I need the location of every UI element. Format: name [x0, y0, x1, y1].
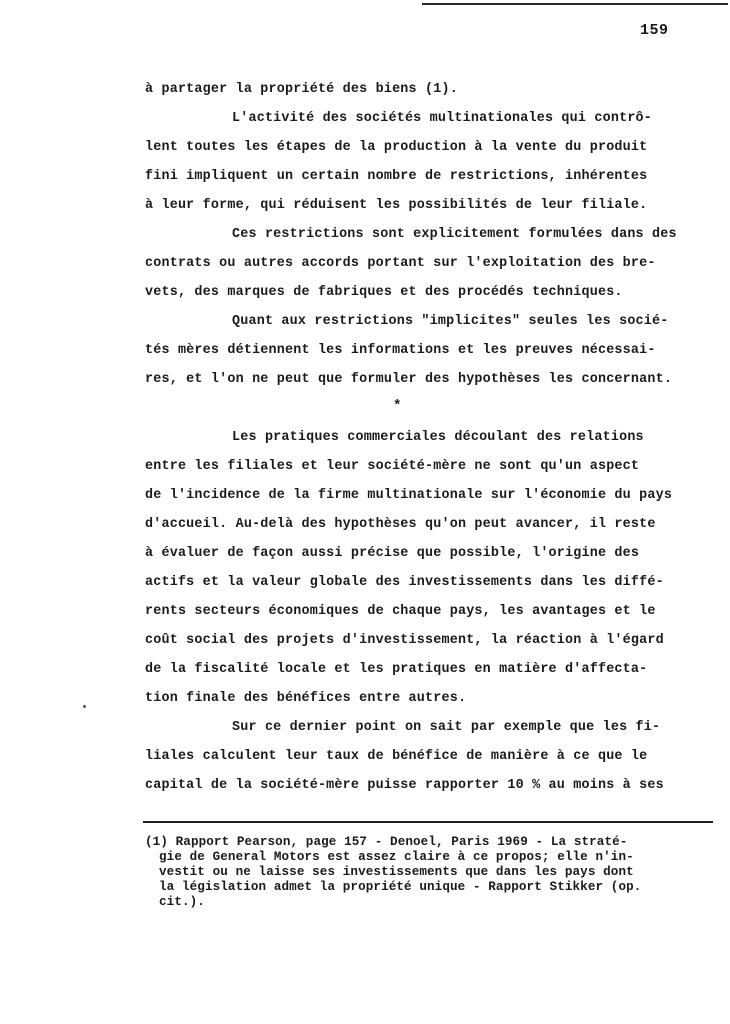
footnote-rule: [143, 821, 713, 823]
footnote-line: la législation admet la propriété unique - Rapport Stikker (op.: [159, 880, 642, 894]
body-line: vets, des marques de fabriques et des procédés techniques.: [145, 285, 623, 300]
body-line: Les pratiques commerciales découlant des relations: [232, 430, 644, 445]
body-line: res, et l'on ne peut que formuler des hypothèses les concernant.: [145, 372, 673, 387]
body-line: contrats ou autres accords portant sur l'exploitation des bre-: [145, 256, 656, 271]
body-line: à évaluer de façon aussi précise que possible, l'origine des: [145, 546, 640, 561]
body-line: de l'incidence de la firme multinationale sur l'économie du pays: [145, 488, 673, 503]
page-number: 159: [640, 22, 669, 39]
body-line: actifs et la valeur globale des investissements dans les diffé-: [145, 575, 664, 590]
top-edge-rule: [422, 3, 728, 5]
body-line: tés mères détiennent les informations et les preuves nécessai-: [145, 343, 656, 358]
body-line: à leur forme, qui réduisent les possibilités de leur filiale.: [145, 198, 648, 213]
body-line: [145, 394, 705, 423]
scan-speck: [83, 705, 86, 708]
footnote-line: vestit ou ne laisse ses investissements que dans les pays dont: [159, 865, 634, 879]
body-line: d'accueil. Au-delà des hypothèses qu'on peut avancer, il reste: [145, 517, 656, 532]
body-text: [145, 75, 705, 800]
body-line: rents secteurs économiques de chaque pays, les avantages et le: [145, 604, 656, 619]
body-line: Quant aux restrictions "implicites" seules les socié-: [232, 314, 669, 329]
footnote: [145, 835, 715, 910]
body-line: liales calculent leur taux de bénéfice de manière à ce que le: [145, 749, 648, 764]
body-line: capital de la société-mère puisse rapporter 10 % au moins à ses: [145, 778, 664, 793]
footnote-line: (1) Rapport Pearson, page 157 - Denoel, Paris 1969 - La straté-: [145, 835, 628, 849]
footnote-line: cit.).: [159, 895, 205, 909]
body-line: coût social des projets d'investissement, la réaction à l'égard: [145, 633, 664, 648]
body-line: à partager la propriété des biens (1).: [145, 82, 458, 97]
body-line: entre les filiales et leur société-mère ne sont qu'un aspect: [145, 459, 640, 474]
section-separator-mark: *: [393, 398, 402, 414]
body-line: L'activité des sociétés multinationales qui contrô-: [232, 111, 653, 126]
body-line: Sur ce dernier point on sait par exemple que les fi-: [232, 720, 661, 735]
body-line: tion finale des bénéfices entre autres.: [145, 691, 467, 706]
footnote-line: gie de General Motors est assez claire à ce propos; elle n'in-: [159, 850, 634, 864]
body-line: fini impliquent un certain nombre de restrictions, inhérentes: [145, 169, 648, 184]
body-line: lent toutes les étapes de la production à la vente du produit: [145, 140, 648, 155]
body-line: Ces restrictions sont explicitement formulées dans des: [232, 227, 677, 242]
body-line: de la fiscalité locale et les pratiques en matière d'affecta-: [145, 662, 648, 677]
